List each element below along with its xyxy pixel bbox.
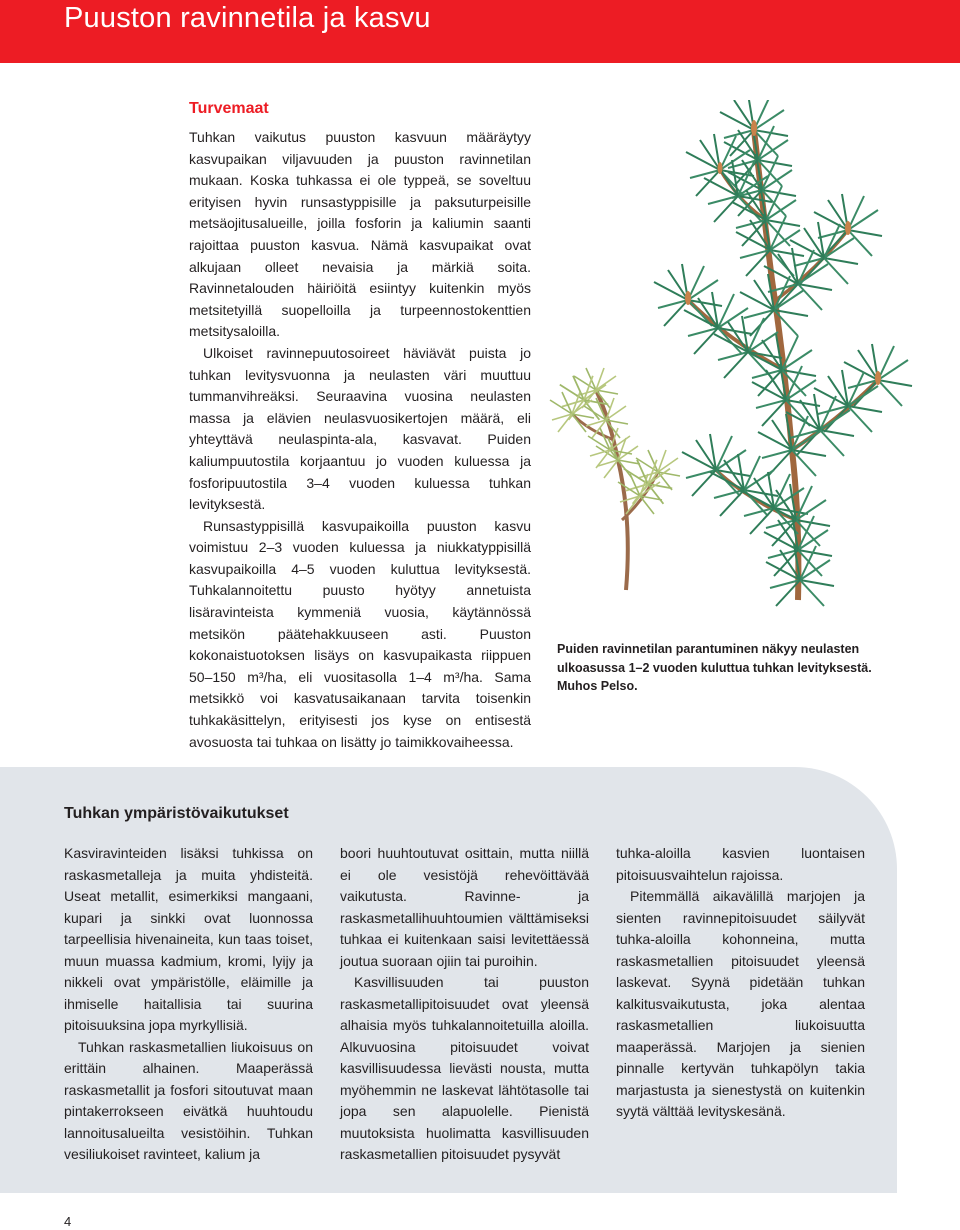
- section-heading-turvemaat: Turvemaat: [189, 100, 269, 117]
- page-title: Puuston ravinnetila ja kasvu: [64, 2, 431, 34]
- figure-caption: Puiden ravinnetilan parantuminen näkyy neulasten ulkoasussa 1–2 vuoden kuluttua tuhkan levityksestä. Muhos Pelso.: [557, 642, 872, 693]
- paragraph: Runsastyppisillä kasvupaikoilla puuston kasvu voimistuu 2–3 vuoden kuluessa ja niukkatyppisillä kasvupaikoilla 4–5 vuoden kuluttua levityksestä. Tuhkalannoitettu puusto hyötyy annetuista lisäravinteista kymmeniä vuosia, käytännössä metsikön päätehakkuuseen asti. Puuston kokonaistuotoksen lisäys on kasvupaikasta riippuen 50–150 m³/ha, eli vuositasolla 1–4 m³/ha. Sama metsikkö voi kasvatusaikanaan tarvita toisenkin tuhkakäsittelyn, erityisesti jos kyse on entisestä avosuosta tai tuhkaa on lisätty jo taimikkovaiheessa.: [189, 517, 531, 750]
- environment-column-1: [64, 843, 313, 1166]
- paragraph: Kasviravinteiden lisäksi tuhkissa on raskasmetalleja ja muita yhdisteitä. Useat metallit, esimerkiksi mangaani, kupari ja sinkki ovat luonnossa tarpeellisia hivenaineita, kun taas toiset, muun muassa kadmium, kromi, lyijy ja nikkeli ovat ympäristölle, eläimille ja ihmiselle haitallisia tai suurina pitoisuuksina jopa myrkyllisiä.: [64, 845, 313, 1033]
- page-number: 4: [64, 1214, 72, 1229]
- paragraph: Kasvillisuuden tai puuston raskasmetallipitoisuudet ovat yleensä alhaisia myös tuhkalannoitetuilla aloilla. Alkuvuosina pitoisuudet voivat kasvillisuudessa lievästi nousta, mutta myöhemmin ne laskevat lähtötasolle tai jopa sen alapuolelle. Pienistä muutoksista huolimatta kasvillisuuden raskasmetallien pitoisuudet pysyvät: [340, 974, 589, 1162]
- environment-column-3: [616, 843, 865, 1123]
- paragraph: Pitemmällä aikavälillä marjojen ja sienten ravinnepitoisuudet säilyvät tuhka-aloilla kohonneina, mutta raskasmetallien pitoisuudet yleensä laskevat. Syynä pidetään tuhkan kalkitusvaikutusta, joka alentaa raskasmetallien liukoisuutta maaperässä. Marjojen ja sienien pinnalle kertyvän tuhkapölyn takia marjastusta ja sienestystä on kuitenkin syytä välttää levityskesänä.: [616, 888, 865, 1119]
- environment-column-2: [340, 843, 589, 1166]
- paragraph: Tuhkan vaikutus puuston kasvuun määräytyy kasvupaikan viljavuuden ja puuston ravinnetilan mukaan. Koska tuhkassa ei ole typpeä, se soveltuu erityisen hyvin runsastyppisille ja paksuturpeisille metsäojitusalueille, joilla fosforin ja kaliumin saanti rajoittaa puuston kasvua. Nämä kasvupaikat ovat alkujaan olleet nevaisia ja märkiä soita. Ravinnetalouden häiriöitä esiintyy kuitenkin myös metsitetyillä suopelloilla ja turpeennostokenttien metsitysaloilla.: [189, 129, 531, 340]
- paragraph: Tuhkan raskasmetallien liukoisuus on erittäin alhainen. Maaperässä raskasmetallit ja fosfori sitoutuvat maan pintakerrokseen eivätkä huuhtoudu lannoitusalueilta vesistöihin. Tuhkan vesiliukoiset ravinteet, kalium ja: [64, 1038, 313, 1162]
- paragraph: tuhka-aloilla kasvien luontaisen pitoisuusvaihtelun rajoissa.: [616, 845, 865, 883]
- pine-branch-illustration: [548, 100, 944, 620]
- header-band: [0, 0, 960, 63]
- paragraph: Ulkoiset ravinnepuutosoireet häviävät puista jo tuhkan levitysvuonna ja neulasten väri muuttuu tummanvihreäksi. Seuraavina vuosina neulasten massa ja elävien neulasvuosikertojen määrä, eli yhteyttävä neulaspinta-ala, kasvavat. Puiden kaliumpuutostila korjaantuu jo vuoden kuluessa ja fosforipuutostila 3–4 vuoden kuluessa tuhkan levityksestä.: [189, 344, 531, 513]
- section-heading-environment: Tuhkan ympäristövaikutukset: [64, 805, 289, 822]
- paragraph: boori huuhtoutuvat osittain, mutta niillä ei ole vesistöjä rehevöittävää vaikutusta. Ravinne- ja raskasmetallihuuhtoumien välttämiseksi tuhkaa ei kuitenkaan saisi levitettäessä joutua suoraan ojiin tai puroihin.: [340, 845, 589, 969]
- pine-branch-photo: [548, 100, 944, 620]
- turvemaat-text: [189, 127, 531, 753]
